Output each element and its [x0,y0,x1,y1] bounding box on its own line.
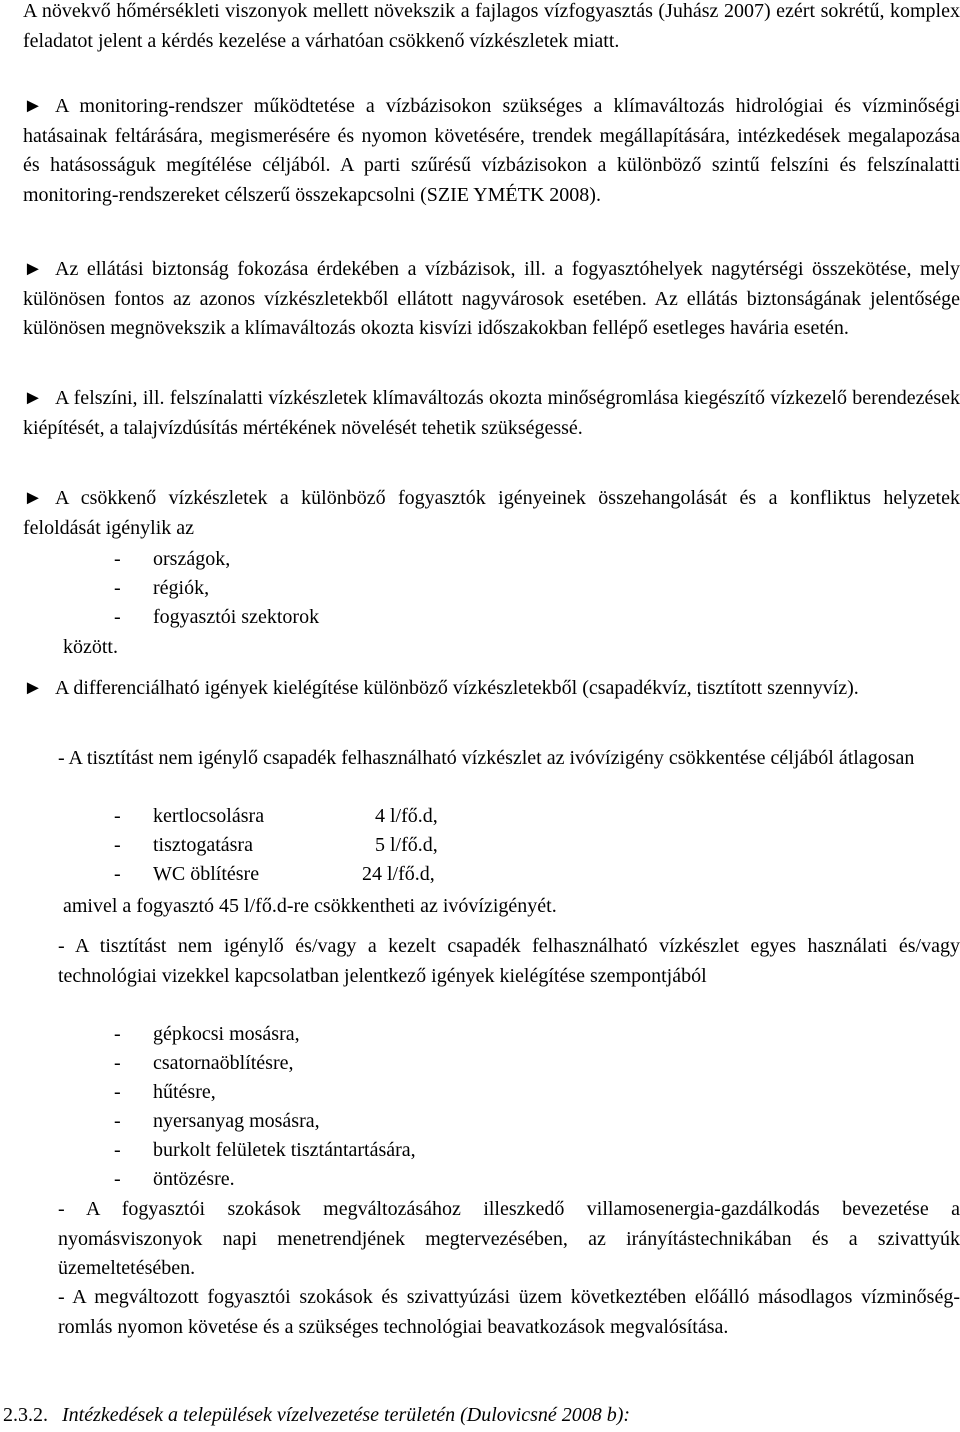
energy-management-paragraph: - A fogyasztói szokások megváltozásához illeszkedő villamosenergia-gazdálkodás bevezetése a nyomásviszonyok napi menetrendjének megtervezésében, az irányítástechnikában és a szivattyúk üzemeltetésében. [58,1198,960,1279]
bullet-arrow-icon: ► [23,95,43,117]
rainwater-summary: amivel a fogyasztó 45 l/fő.d-re csökkentheti az ivóvízigényét. [63,895,557,917]
technical-water-item: - hűtésre, [114,1081,216,1103]
technical-water-item: - burkolt felületek tisztántartására, [114,1139,416,1161]
bullet-decreasing-resources-text: A csökkenő vízkészletek a különböző fogyasztók igényeinek összehangolását és a konfliktus helyzetek feloldását igénylik az [23,487,960,539]
technical-water-item: - gépkocsi mosásra, [114,1023,300,1045]
technical-water-item: - csatornaöblítésre, [114,1052,294,1074]
rainwater-intro: - A tisztítást nem igénylő csapadék felhasználható vízkészlet az ivóvízigény csökkentése céljából átlagosan [58,747,915,769]
levels-end: között. [63,636,118,658]
bullet-decreasing-resources [23,484,960,543]
section-heading [3,1400,630,1430]
bullet-differentiated-demands [23,674,960,704]
bullet-supply-security-text: Az ellátási biztonság fokozása érdekében a vízbázisok, ill. a fogyasztóhelyek nagytérségi összekötése, mely különösen fontos az azonos vízkészletekből ellátott nagyvárosok esetében. Az ellátás biztonságának jelentősége különösen megnövekszik a klímaváltozás okozta kisvízi időszakokban fellépő esetleges havária esetén. [23,258,960,339]
bullet-arrow-icon: ► [23,677,43,699]
rainwater-use-value: 4 l/fő.d, [375,805,438,827]
bullet-monitoring [23,92,960,210]
bullet-supply-security [23,255,960,344]
bullet-water-quality [23,384,960,443]
section-title: Intézkedések a települések vízelvezetése területén (Dulovicsné 2008 b): [62,1404,631,1426]
bullet-water-quality-text: A felszíni, ill. felszínalatti vízkészletek klímaváltozás okozta minőségromlása kiegészítő vízkezelő berendezések kiépítését, a talajvízdúsítás mértékének növelését tehetik szükségessé. [23,387,960,439]
level-item: - országok, [114,548,231,570]
intro-paragraph: A növekvő hőmérsékleti viszonyok mellett növekszik a fajlagos vízfogyasztás (Juhász 2007) ezért sokrétű, komplex feladatot jelent a kérdés kezelése a várhatóan csökkenő vízkészletek miatt. [23,0,960,52]
rainwater-use-item: - tisztogatásra [114,834,253,856]
technical-water-item: - öntözésre. [114,1168,235,1190]
rainwater-use-value: 5 l/fő.d, [375,834,438,856]
bullet-arrow-icon: ► [23,487,43,509]
rainwater-use-item: - WC öblítésre [114,863,260,885]
technical-water-intro: - A tisztítást nem igénylő és/vagy a kezelt csapadék felhasználható vízkészlet egyes használati és/vagy technológiai vizekkel kapcsolatban jelentkező igények kielégítése szempontjából [58,935,960,987]
water-quality-paragraph: - A megváltozott fogyasztói szokások és szivattyúzási üzem következtében előálló másodlagos vízminőség-romlás nyomon követése és a szükséges technológiai beavatkozások megvalósítása. [58,1286,960,1338]
bullet-arrow-icon: ► [23,387,43,409]
bullet-monitoring-text: A monitoring-rendszer működtetése a vízbázisokon szükséges a klímaváltozás hidrológiai és vízminőségi hatásainak feltárására, megismerésére és nyomon követésére, trendek megállapítására, intézkedések megalapozása és hatásosságuk megítélése céljából. A parti szűrésű vízbázisokon a különböző szintű felszíni és felszínalatti monitoring-rendszereket célszerű összekapcsolni (SZIE YMÉTK 2008). [23,95,960,206]
technical-water-item: - nyersanyag mosásra, [114,1110,320,1132]
bullet-differentiated-demands-text: A differenciálható igények kielégítése különböző vízkészletekből (csapadékvíz, tisztított szennyvíz). [55,677,859,699]
level-item: - régiók, [114,577,210,599]
rainwater-use-item: - kertlocsolásra [114,805,265,827]
bullet-arrow-icon: ► [23,258,43,280]
level-item: - fogyasztói szektorok [114,606,320,628]
section-number: 2.3.2. [3,1404,48,1426]
rainwater-use-value: 24 l/fő.d, [362,863,435,885]
